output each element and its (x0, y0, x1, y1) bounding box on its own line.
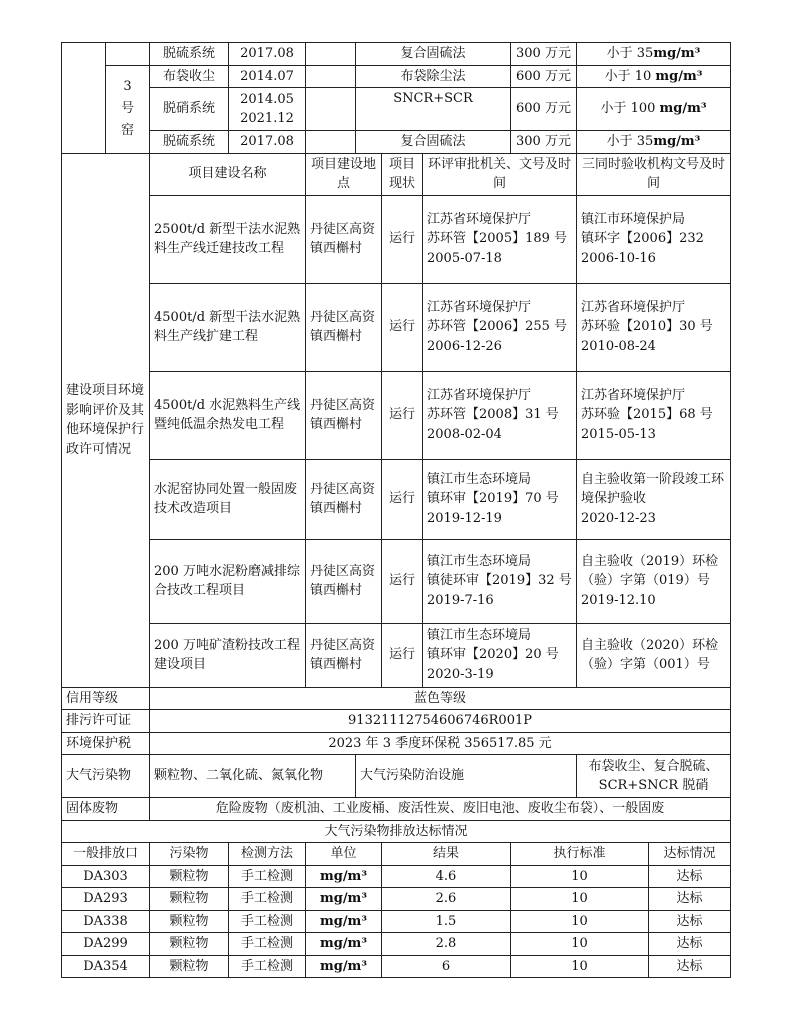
system-name: 脱硫系统 (150, 43, 229, 66)
eia-approval-line: 2008-02-04 (427, 426, 502, 442)
table-row (62, 910, 731, 933)
system-name: 脱硝系统 (150, 88, 229, 131)
limit-unit: mg/m³ (659, 101, 707, 117)
table-row (62, 195, 731, 283)
eia-approval-line: 苏环管【2005】189 号 (427, 231, 568, 247)
project-location: 丹徒区高资镇西槲村 (306, 283, 382, 371)
table-row (62, 755, 731, 798)
emission-cell: 4.6 (382, 865, 511, 888)
emission-header: 单位 (306, 843, 382, 866)
project-name: 200 万吨矿渣粉技改工程建设项目 (150, 623, 306, 687)
project-location: 丹徒区高资镇西槲村 (306, 195, 382, 283)
environmental-info-table (61, 42, 731, 978)
kiln-label-line: 号 (120, 100, 134, 116)
emission-cell: 达标 (649, 955, 731, 978)
emission-cell: 10 (511, 933, 649, 956)
project-status: 运行 (382, 283, 423, 371)
table-row (62, 459, 731, 539)
table-row (62, 732, 731, 755)
table-row (62, 820, 731, 843)
install-date: 2014.07 (229, 65, 306, 88)
blank-cell (306, 65, 356, 88)
emission-cell: 颗粒物 (150, 955, 229, 978)
install-date: 2017.08 (229, 131, 306, 154)
eia-approval-line: 2006-12-26 (427, 338, 502, 354)
table-row (62, 843, 731, 866)
table-row (62, 153, 731, 195)
tax-value: 2023 年 3 季度环保税 356517.85 元 (150, 732, 731, 755)
emission-cell: 10 (511, 910, 649, 933)
blank-cell (306, 131, 356, 154)
emission-cell: mg/m³ (306, 865, 382, 888)
emission-cell: DA303 (62, 865, 150, 888)
project-name: 4500t/d 新型干法水泥熟料生产线扩建工程 (150, 283, 306, 371)
emission-cell: 颗粒物 (150, 933, 229, 956)
table-row (62, 865, 731, 888)
emission-cell: mg/m³ (306, 933, 382, 956)
emission-limit (577, 88, 731, 131)
eia-approval (423, 283, 577, 371)
eia-approval (423, 195, 577, 283)
limit-value: 小于 35 (606, 134, 654, 149)
emission-cell: mg/m³ (306, 955, 382, 978)
eia-approval-line: 2019-12-19 (427, 510, 502, 526)
table-row (62, 539, 731, 623)
limit-unit: mg/m³ (655, 68, 703, 84)
investment: 600 万元 (511, 65, 577, 88)
emission-header: 污染物 (150, 843, 229, 866)
emission-cell: 6 (382, 955, 511, 978)
table-row (62, 933, 731, 956)
project-status: 运行 (382, 459, 423, 539)
acceptance-info (577, 195, 731, 283)
kiln-label-line: 3 (123, 78, 132, 94)
limit-unit: mg/m³ (653, 134, 701, 149)
air-facility-value: 布袋收尘、复合脱硫、SCR+SNCR 脱硝 (577, 755, 731, 798)
emission-cell: 2.6 (382, 888, 511, 911)
emission-title: 大气污染物排放达标情况 (62, 820, 731, 843)
eia-approval (423, 539, 577, 623)
treatment-method: 布袋除尘法 (356, 65, 511, 88)
emission-cell: DA299 (62, 933, 150, 956)
emission-cell: 手工检测 (229, 910, 306, 933)
acceptance-info-line: 江苏省环境保护厅 (581, 299, 686, 315)
project-status: 运行 (382, 539, 423, 623)
limit-value: 小于 100 (600, 101, 660, 117)
table-row (62, 88, 731, 131)
eia-approval (423, 371, 577, 459)
install-date (229, 88, 306, 131)
blank-cell (306, 43, 356, 66)
emission-cell: mg/m³ (306, 910, 382, 933)
eia-approval-line: 2020-3-19 (427, 666, 494, 682)
emission-header: 一般排放口 (62, 843, 150, 866)
eia-approval-line: 苏环管【2008】31 号 (427, 407, 559, 423)
eia-approval-line: 镇徒环审【2019】32 号 (427, 573, 572, 589)
emission-limit (577, 65, 731, 88)
acceptance-info-line: 苏环验【2015】68 号 (581, 407, 713, 423)
acceptance-info (577, 371, 731, 459)
emission-cell: 10 (511, 955, 649, 978)
emission-cell: 手工检测 (229, 955, 306, 978)
solid-waste-value: 危险废物（废机油、工业废桶、废活性炭、废旧电池、废收尘布袋）、一般固废 (150, 798, 731, 821)
emission-cell: 颗粒物 (150, 910, 229, 933)
emission-header: 执行标准 (511, 843, 649, 866)
blank-cell (62, 43, 106, 154)
table-row (62, 283, 731, 371)
emission-limit (577, 131, 731, 154)
acceptance-info-line: 2006-10-16 (581, 250, 656, 266)
acceptance-info-line: 苏环验【2010】30 号 (581, 319, 713, 335)
project-status: 运行 (382, 195, 423, 283)
acceptance-info-line: 镇环字【2006】232 (581, 231, 704, 247)
table-row (62, 131, 731, 154)
project-location: 丹徒区高资镇西槲村 (306, 623, 382, 687)
acceptance-info (577, 539, 731, 623)
acceptance-info-line: 2015-05-13 (581, 426, 656, 442)
project-name: 200 万吨水泥粉磨减排综合技改工程项目 (150, 539, 306, 623)
credit-value: 蓝色等级 (150, 687, 731, 710)
emission-cell: 达标 (649, 865, 731, 888)
emission-header: 达标情况 (649, 843, 731, 866)
table-row (62, 798, 731, 821)
table-row (62, 43, 731, 66)
eia-approval (423, 459, 577, 539)
emission-cell: 手工检测 (229, 933, 306, 956)
emission-cell: 颗粒物 (150, 888, 229, 911)
emission-cell: 2.8 (382, 933, 511, 956)
air-pollutant-label: 大气污染物 (62, 755, 150, 798)
header-project-name: 项目建设名称 (150, 153, 306, 195)
limit-value: 小于 35 (606, 46, 654, 61)
emission-cell: DA293 (62, 888, 150, 911)
table-row (62, 371, 731, 459)
emission-cell: 手工检测 (229, 865, 306, 888)
acceptance-info-line: 江苏省环境保护厅 (581, 387, 686, 403)
emission-cell: 10 (511, 865, 649, 888)
acceptance-info-line: 2010-08-24 (581, 338, 656, 354)
project-location: 丹徒区高资镇西槲村 (306, 371, 382, 459)
limit-value: 小于 10 (604, 68, 656, 84)
acceptance-info-line: 镇江市环境保护局 (581, 211, 686, 227)
permit-value: 91321112754606746R001P (150, 710, 731, 733)
solid-waste-label: 固体废物 (62, 798, 150, 821)
eia-side-label: 建设项目环境影响评价及其他环境保护行政许可情况 (62, 153, 150, 687)
permit-label: 排污许可证 (62, 710, 150, 733)
project-status: 运行 (382, 623, 423, 687)
table-row (62, 623, 731, 687)
emission-cell: 达标 (649, 910, 731, 933)
acceptance-info-line: 自主验收（2020）环检（验）字第（001）号 (581, 637, 719, 672)
table-row (62, 888, 731, 911)
eia-approval-line: 2005-07-18 (427, 250, 502, 266)
eia-approval-line: 镇江市生态环境局 (427, 553, 532, 569)
project-name: 2500t/d 新型干法水泥熟料生产线迁建技改工程 (150, 195, 306, 283)
emission-cell: 达标 (649, 888, 731, 911)
emission-cell: 达标 (649, 933, 731, 956)
air-facility-label: 大气污染防治设施 (356, 755, 577, 798)
table-row (62, 65, 731, 88)
acceptance-info-line: 2020-12-23 (581, 510, 656, 526)
eia-approval-line: 江苏省环境保护厅 (427, 387, 532, 403)
acceptance-info-line: 自主验收（2019）环检（验）字第（019）号 (581, 553, 719, 589)
acceptance-info (577, 283, 731, 371)
kiln-label (106, 65, 150, 153)
header-project-status: 项目现状 (382, 153, 423, 195)
system-name: 布袋收尘 (150, 65, 229, 88)
tax-label: 环境保护税 (62, 732, 150, 755)
acceptance-info (577, 623, 731, 687)
eia-approval (423, 623, 577, 687)
eia-approval-line: 镇环审【2019】70 号 (427, 491, 559, 507)
header-project-location: 项目建设地点 (306, 153, 382, 195)
table-row (62, 687, 731, 710)
header-acceptance: 三同时验收机构文号及时间 (577, 153, 731, 195)
emission-cell: DA354 (62, 955, 150, 978)
emission-cell: 10 (511, 888, 649, 911)
kiln-label-line: 窑 (120, 123, 134, 139)
blank-cell (306, 88, 356, 131)
eia-approval-line: 江苏省环境保护厅 (427, 299, 532, 315)
treatment-method: 复合固硫法 (356, 131, 511, 154)
install-date: 2017.08 (229, 43, 306, 66)
emission-cell: 1.5 (382, 910, 511, 933)
treatment-method: 复合固硫法 (356, 43, 511, 66)
project-name: 4500t/d 水泥熟料生产线暨纯低温余热发电工程 (150, 371, 306, 459)
investment: 300 万元 (511, 131, 577, 154)
eia-approval-line: 镇环审【2020】20 号 (427, 647, 559, 663)
eia-approval-line: 镇江市生态环境局 (427, 627, 532, 643)
credit-label: 信用等级 (62, 687, 150, 710)
emission-limit (577, 43, 731, 66)
project-status: 运行 (382, 371, 423, 459)
project-name: 水泥窑协同处置一般固废技术改造项目 (150, 459, 306, 539)
emission-cell: 颗粒物 (150, 865, 229, 888)
investment: 600 万元 (511, 88, 577, 131)
eia-approval-line: 2019-7-16 (427, 592, 494, 608)
project-location: 丹徒区高资镇西槲村 (306, 459, 382, 539)
install-date-line: 2014.05 (240, 91, 294, 107)
header-eia-approval: 环评审批机关、文号及时间 (423, 153, 577, 195)
eia-approval-line: 镇江市生态环境局 (427, 471, 532, 487)
emission-cell: mg/m³ (306, 888, 382, 911)
table-row (62, 955, 731, 978)
system-name: 脱硫系统 (150, 131, 229, 154)
acceptance-info (577, 459, 731, 539)
eia-approval-line: 苏环管【2006】255 号 (427, 319, 568, 335)
limit-unit: mg/m³ (653, 46, 701, 61)
emission-cell: DA338 (62, 910, 150, 933)
project-location: 丹徒区高资镇西槲村 (306, 539, 382, 623)
acceptance-info-line: 自主验收第一阶段竣工环境保护验收 (581, 471, 725, 507)
air-pollutants: 颗粒物、二氧化硫、氮氧化物 (150, 755, 356, 798)
install-date-line: 2021.12 (240, 111, 294, 126)
eia-approval-line: 江苏省环境保护厅 (427, 211, 532, 227)
emission-cell: 手工检测 (229, 888, 306, 911)
blank-cell (106, 43, 150, 66)
table-row (62, 710, 731, 733)
acceptance-info-line: 2019-12.10 (581, 592, 656, 608)
investment: 300 万元 (511, 43, 577, 66)
emission-header: 检测方法 (229, 843, 306, 866)
emission-header: 结果 (382, 843, 511, 866)
treatment-method: SNCR+SCR (356, 88, 511, 131)
